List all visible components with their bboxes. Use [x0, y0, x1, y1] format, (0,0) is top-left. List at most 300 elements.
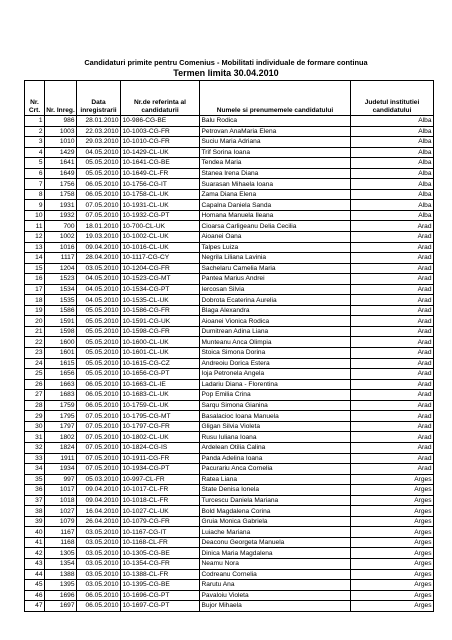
cell-nr-inreg: 1758: [45, 189, 77, 200]
cell-judet: Alba: [351, 158, 434, 169]
cell-nume: Rarutu Ana: [200, 580, 351, 591]
cell-nr-inreg: 1079: [45, 516, 77, 527]
table-row: [25, 179, 434, 190]
cell-data: 06.05.2010: [77, 590, 121, 601]
cell-nr-crt: 20: [25, 316, 45, 327]
cell-nr-inreg: 1002: [45, 232, 77, 243]
cell-data: 05.05.2010: [77, 337, 121, 348]
cell-referinta: 10-1615-CG-CZ: [121, 358, 200, 369]
cell-nume: Homana Manuela Ileana: [200, 210, 351, 221]
cell-nr-crt: 29: [25, 411, 45, 422]
table-row: [25, 253, 434, 264]
cell-judet: Arad: [351, 232, 434, 243]
cell-nr-inreg: 986: [45, 116, 77, 127]
cell-judet: Arad: [351, 326, 434, 337]
table-row: [25, 495, 434, 506]
table-row: [25, 506, 434, 517]
cell-referinta: 10-1795-CG-MT: [121, 411, 200, 422]
cell-referinta: 10-1027-CL-UK: [121, 506, 200, 517]
cell-judet: Arad: [351, 242, 434, 253]
cell-nr-inreg: 1697: [45, 601, 77, 612]
cell-data: 03.05.2010: [77, 569, 121, 580]
cell-nume: Pop Emilia Crina: [200, 390, 351, 401]
cell-nume: Rusu Iuliana Ioana: [200, 432, 351, 443]
cell-data: 04.05.2010: [77, 295, 121, 306]
cell-nume: Ioja Petronela Angela: [200, 369, 351, 380]
cell-referinta: 10-1204-CG-FR: [121, 263, 200, 274]
table-row: [25, 158, 434, 169]
table-row: [25, 442, 434, 453]
cell-nr-inreg: 1167: [45, 527, 77, 538]
cell-data: 05.05.2010: [77, 158, 121, 169]
cell-nr-crt: 42: [25, 548, 45, 559]
cell-judet: Alba: [351, 210, 434, 221]
cell-referinta: 10-1641-CG-BE: [121, 158, 200, 169]
table-row: [25, 274, 434, 285]
cell-nume: Bold Magdalena Corina: [200, 506, 351, 517]
cell-nr-inreg: 1586: [45, 305, 77, 316]
table-row: [25, 558, 434, 569]
cell-judet: Arad: [351, 411, 434, 422]
table-row: [25, 348, 434, 359]
cell-referinta: 10-1696-CG-PT: [121, 590, 200, 601]
cell-data: 07.05.2010: [77, 464, 121, 475]
cell-data: 05.05.2010: [77, 316, 121, 327]
cell-nume: Andreoiu Dorica Estera: [200, 358, 351, 369]
cell-nume: Turcescu Daniela Mariana: [200, 495, 351, 506]
cell-data: 06.05.2010: [77, 390, 121, 401]
cell-referinta: 10-1601-CL-UK: [121, 348, 200, 359]
cell-referinta: 10-1429-CL-UK: [121, 147, 200, 158]
cell-nr-crt: 34: [25, 464, 45, 475]
cell-nr-crt: 36: [25, 485, 45, 496]
cell-nr-crt: 12: [25, 232, 45, 243]
cell-referinta: 10-1932-CG-PT: [121, 210, 200, 221]
cell-nr-inreg: 1027: [45, 506, 77, 517]
cell-nr-crt: 5: [25, 158, 45, 169]
cell-judet: Arad: [351, 390, 434, 401]
cell-data: 16.04.2010: [77, 506, 121, 517]
cell-data: 05.05.2010: [77, 305, 121, 316]
cell-judet: Alba: [351, 116, 434, 127]
cell-referinta: 10-1523-CG-MT: [121, 274, 200, 285]
cell-judet: Arges: [351, 580, 434, 591]
cell-nume: Cioarsa Carligeanu Delia Cecilia: [200, 221, 351, 232]
cell-nr-crt: 39: [25, 516, 45, 527]
cell-judet: Arad: [351, 442, 434, 453]
cell-judet: Arges: [351, 485, 434, 496]
cell-nume: Blaga Alexandra: [200, 305, 351, 316]
table-row: [25, 147, 434, 158]
cell-referinta: 10-1797-CG-FR: [121, 421, 200, 432]
cell-nr-inreg: 1204: [45, 263, 77, 274]
cell-nr-crt: 28: [25, 400, 45, 411]
cell-nr-inreg: 1600: [45, 337, 77, 348]
cell-nr-inreg: 1017: [45, 485, 77, 496]
table-row: [25, 485, 434, 496]
cell-nr-crt: 40: [25, 527, 45, 538]
cell-data: 07.05.2010: [77, 432, 121, 443]
cell-nr-crt: 7: [25, 179, 45, 190]
cell-referinta: 10-1934-CG-PT: [121, 464, 200, 475]
cell-referinta: 10-1017-CL-FR: [121, 485, 200, 496]
cell-referinta: 10-1824-CG-IS: [121, 442, 200, 453]
cell-nr-inreg: 1388: [45, 569, 77, 580]
cell-nume: Trif Sorina Ioana: [200, 147, 351, 158]
col-header-nr-crt: Nr. Crt.: [25, 81, 45, 116]
cell-data: 18.01.2010: [77, 221, 121, 232]
cell-data: 07.05.2010: [77, 442, 121, 453]
cell-nr-crt: 15: [25, 263, 45, 274]
cell-nume: Suarasan Mihaela Ioana: [200, 179, 351, 190]
cell-judet: Arad: [351, 348, 434, 359]
cell-nume: Pacurariu Anca Cornelia: [200, 464, 351, 475]
cell-data: 03.05.2010: [77, 263, 121, 274]
cell-data: 07.05.2010: [77, 453, 121, 464]
cell-nr-inreg: 1598: [45, 326, 77, 337]
cell-referinta: 10-1756-CG-IT: [121, 179, 200, 190]
cell-nr-crt: 31: [25, 432, 45, 443]
cell-nr-inreg: 1018: [45, 495, 77, 506]
cell-referinta: 10-1759-CL-UK: [121, 400, 200, 411]
cell-data: 07.05.2010: [77, 210, 121, 221]
cell-data: 05.05.2010: [77, 168, 121, 179]
cell-data: 28.01.2010: [77, 116, 121, 127]
cell-nume: Zama Diana Elena: [200, 189, 351, 200]
cell-referinta: 10-1010-CG-FR: [121, 137, 200, 148]
table-row: [25, 527, 434, 538]
col-header-nr-referinta: Nr.de referinta al candidaturii: [121, 81, 200, 116]
cell-data: 04.05.2010: [77, 274, 121, 285]
cell-nume: Aioanei Vionica Rodica: [200, 316, 351, 327]
table-row: [25, 601, 434, 612]
cell-data: 05.05.2010: [77, 348, 121, 359]
table-row: [25, 464, 434, 475]
cell-data: 05.05.2010: [77, 358, 121, 369]
cell-nr-crt: 44: [25, 569, 45, 580]
cell-nr-inreg: 1824: [45, 442, 77, 453]
col-header-judet: Judetul institutiei candidatului: [351, 81, 434, 116]
cell-nume: Basalacioc Ioana Manuela: [200, 411, 351, 422]
cell-judet: Arges: [351, 506, 434, 517]
cell-data: 09.04.2010: [77, 495, 121, 506]
cell-referinta: 10-1534-CG-PT: [121, 284, 200, 295]
cell-judet: Alba: [351, 189, 434, 200]
cell-nume: State Denisa Ionela: [200, 485, 351, 496]
cell-nr-crt: 13: [25, 242, 45, 253]
cell-data: 05.05.2010: [77, 369, 121, 380]
cell-nr-inreg: 1615: [45, 358, 77, 369]
table-row: [25, 200, 434, 211]
cell-referinta: 10-1697-CG-PT: [121, 601, 200, 612]
cell-data: 03.05.2010: [77, 580, 121, 591]
cell-data: 07.05.2010: [77, 200, 121, 211]
cell-judet: Arad: [351, 453, 434, 464]
cell-judet: Arges: [351, 516, 434, 527]
cell-nume: Ladariu Diana - Florentina: [200, 379, 351, 390]
cell-nr-crt: 19: [25, 305, 45, 316]
cell-nr-inreg: 1168: [45, 537, 77, 548]
table-row: [25, 242, 434, 253]
cell-nume: Ratea Liana: [200, 474, 351, 485]
cell-nume: Capalna Daniela Sanda: [200, 200, 351, 211]
cell-nr-inreg: 1797: [45, 421, 77, 432]
cell-nr-crt: 14: [25, 253, 45, 264]
cell-nume: Balu Rodica: [200, 116, 351, 127]
cell-judet: Arad: [351, 464, 434, 475]
cell-nume: Panda Adelina Ioana: [200, 453, 351, 464]
cell-nume: Dumitrean Adina Liana: [200, 326, 351, 337]
cell-judet: Arad: [351, 295, 434, 306]
cell-judet: Arad: [351, 379, 434, 390]
cell-data: 09.04.2010: [77, 485, 121, 496]
cell-data: 03.05.2010: [77, 558, 121, 569]
cell-referinta: 10-1117-CG-CY: [121, 253, 200, 264]
cell-nr-crt: 16: [25, 274, 45, 285]
col-header-nume-candidat: Numele si prenumemele candidatului: [200, 81, 351, 116]
cell-data: 04.05.2010: [77, 284, 121, 295]
cell-nume: Suciu Maria Adriana: [200, 137, 351, 148]
cell-referinta: 10-1683-CL-UK: [121, 390, 200, 401]
cell-nr-inreg: 1759: [45, 400, 77, 411]
cell-nr-inreg: 1931: [45, 200, 77, 211]
cell-judet: Alba: [351, 200, 434, 211]
cell-referinta: 10-1395-CG-BE: [121, 580, 200, 591]
table-row: [25, 189, 434, 200]
cell-judet: Arad: [351, 337, 434, 348]
cell-data: 28.04.2010: [77, 253, 121, 264]
cell-judet: Arges: [351, 558, 434, 569]
cell-nume: Munteanu Anca Olimpia: [200, 337, 351, 348]
cell-nr-crt: 17: [25, 284, 45, 295]
cell-nr-crt: 9: [25, 200, 45, 211]
cell-nr-crt: 1: [25, 116, 45, 127]
cell-nume: Luiache Mariana: [200, 527, 351, 538]
cell-nr-crt: 23: [25, 348, 45, 359]
cell-nr-crt: 41: [25, 537, 45, 548]
cell-nume: Neamu Nora: [200, 558, 351, 569]
cell-judet: Alba: [351, 168, 434, 179]
cell-nr-inreg: 1683: [45, 390, 77, 401]
cell-data: 07.05.2010: [77, 421, 121, 432]
cell-nume: Ardelean Otilia Calina: [200, 442, 351, 453]
cell-nr-inreg: 1934: [45, 464, 77, 475]
cell-judet: Arges: [351, 537, 434, 548]
table-row: [25, 116, 434, 127]
cell-nume: Negrila Liliana Lavinia: [200, 253, 351, 264]
cell-nume: Bujor Mihaela: [200, 601, 351, 612]
cell-nume: Gruia Monica Gabriela: [200, 516, 351, 527]
cell-referinta: 10-1354-CG-FR: [121, 558, 200, 569]
cell-nr-inreg: 1911: [45, 453, 77, 464]
cell-judet: Arad: [351, 305, 434, 316]
cell-nr-inreg: 1016: [45, 242, 77, 253]
cell-judet: Alba: [351, 179, 434, 190]
cell-data: 05.05.2010: [77, 326, 121, 337]
cell-nr-crt: 18: [25, 295, 45, 306]
cell-nr-inreg: 1534: [45, 284, 77, 295]
document-title: Candidaturi primite pentru Comenius - Mobilitati individuale de formare continua: [84, 58, 368, 67]
cell-data: 29.03.2010: [77, 137, 121, 148]
cell-nume: Tendea Maria: [200, 158, 351, 169]
table-row: [25, 168, 434, 179]
cell-nr-inreg: 1663: [45, 379, 77, 390]
cell-nr-inreg: 1932: [45, 210, 77, 221]
cell-data: 07.05.2010: [77, 411, 121, 422]
table-row: [25, 316, 434, 327]
cell-data: 06.05.2010: [77, 379, 121, 390]
cell-nr-inreg: 700: [45, 221, 77, 232]
cell-judet: Arad: [351, 432, 434, 443]
cell-referinta: 10-1305-CG-BE: [121, 548, 200, 559]
cell-judet: Alba: [351, 137, 434, 148]
cell-data: 22.03.2010: [77, 126, 121, 137]
cell-nr-crt: 3: [25, 137, 45, 148]
cell-nr-crt: 32: [25, 442, 45, 453]
cell-nr-inreg: 1523: [45, 274, 77, 285]
cell-nr-inreg: 1305: [45, 548, 77, 559]
cell-nr-inreg: 1696: [45, 590, 77, 601]
table-row: [25, 411, 434, 422]
table-row: [25, 326, 434, 337]
cell-nr-inreg: 1429: [45, 147, 77, 158]
table-row: [25, 400, 434, 411]
table-row: [25, 221, 434, 232]
cell-nr-inreg: 1591: [45, 316, 77, 327]
table-row: [25, 548, 434, 559]
candidates-table: [24, 80, 434, 612]
cell-nume: Stoica Simona Dorina: [200, 348, 351, 359]
cell-nr-inreg: 1003: [45, 126, 77, 137]
table-row: [25, 390, 434, 401]
cell-nr-crt: 11: [25, 221, 45, 232]
cell-referinta: 10-1018-CL-FR: [121, 495, 200, 506]
cell-nr-crt: 24: [25, 358, 45, 369]
cell-referinta: 10-1586-CG-FR: [121, 305, 200, 316]
cell-referinta: 10-1079-CG-FR: [121, 516, 200, 527]
cell-data: 05.03.2010: [77, 474, 121, 485]
cell-nr-crt: 8: [25, 189, 45, 200]
cell-judet: Arges: [351, 527, 434, 538]
cell-data: 09.04.2010: [77, 242, 121, 253]
cell-data: 06.05.2010: [77, 400, 121, 411]
table-header-row: [25, 81, 434, 116]
cell-referinta: 10-1656-CG-PT: [121, 369, 200, 380]
cell-nr-crt: 2: [25, 126, 45, 137]
cell-nume: Pantea Marius Andrei: [200, 274, 351, 285]
table-row: [25, 337, 434, 348]
cell-nr-crt: 30: [25, 421, 45, 432]
cell-judet: Arad: [351, 369, 434, 380]
table-row: [25, 432, 434, 443]
cell-nume: Talpes Luiza: [200, 242, 351, 253]
cell-data: 04.05.2010: [77, 147, 121, 158]
cell-referinta: 10-1591-CG-UK: [121, 316, 200, 327]
cell-referinta: 10-1598-CG-FR: [121, 326, 200, 337]
cell-referinta: 10-1167-CG-IT: [121, 527, 200, 538]
cell-nr-inreg: 1010: [45, 137, 77, 148]
cell-referinta: 10-1388-CL-FR: [121, 569, 200, 580]
cell-nr-crt: 35: [25, 474, 45, 485]
cell-judet: Arges: [351, 590, 434, 601]
cell-judet: Arad: [351, 316, 434, 327]
cell-referinta: 10-1002-CL-UK: [121, 232, 200, 243]
table-row: [25, 369, 434, 380]
cell-nr-crt: 45: [25, 580, 45, 591]
cell-data: 06.05.2010: [77, 601, 121, 612]
cell-referinta: 10-1168-CL-FR: [121, 537, 200, 548]
cell-nr-inreg: 1656: [45, 369, 77, 380]
table-row: [25, 474, 434, 485]
cell-data: 03.05.2010: [77, 537, 121, 548]
cell-nr-inreg: 1795: [45, 411, 77, 422]
col-header-data-inregistrarii: Data inregistrarii: [77, 81, 121, 116]
cell-referinta: 10-1535-CL-UK: [121, 295, 200, 306]
cell-nume: Aioanei Oana: [200, 232, 351, 243]
cell-data: 19.03.2010: [77, 232, 121, 243]
cell-nr-inreg: 997: [45, 474, 77, 485]
table-row: [25, 210, 434, 221]
cell-referinta: 10-1663-CL-IE: [121, 379, 200, 390]
cell-judet: Arad: [351, 358, 434, 369]
table-row: [25, 453, 434, 464]
table-row: [25, 263, 434, 274]
table-row: [25, 421, 434, 432]
cell-nume: Gligan Silvia Violeta: [200, 421, 351, 432]
cell-data: 06.05.2010: [77, 179, 121, 190]
table-row: [25, 358, 434, 369]
cell-nr-crt: 22: [25, 337, 45, 348]
cell-judet: Arad: [351, 263, 434, 274]
cell-referinta: 10-1600-CL-UK: [121, 337, 200, 348]
cell-nr-crt: 10: [25, 210, 45, 221]
cell-referinta: 10-997-CL-FR: [121, 474, 200, 485]
cell-judet: Arad: [351, 400, 434, 411]
cell-judet: Arad: [351, 284, 434, 295]
cell-nr-inreg: 1601: [45, 348, 77, 359]
cell-nr-crt: 6: [25, 168, 45, 179]
cell-data: 26.04.2010: [77, 516, 121, 527]
cell-data: 03.05.2010: [77, 527, 121, 538]
cell-nr-inreg: 1354: [45, 558, 77, 569]
cell-nume: Petrovan AnaMaria Elena: [200, 126, 351, 137]
table-row: [25, 569, 434, 580]
cell-nr-crt: 21: [25, 326, 45, 337]
cell-judet: Alba: [351, 126, 434, 137]
table-row: [25, 126, 434, 137]
cell-nr-inreg: 1117: [45, 253, 77, 264]
cell-nr-inreg: 1756: [45, 179, 77, 190]
cell-judet: Alba: [351, 147, 434, 158]
table-row: [25, 590, 434, 601]
cell-nr-crt: 37: [25, 495, 45, 506]
cell-judet: Arad: [351, 253, 434, 264]
cell-judet: Arges: [351, 474, 434, 485]
cell-data: 06.05.2010: [77, 189, 121, 200]
cell-nr-inreg: 1802: [45, 432, 77, 443]
cell-referinta: 10-1758-CL-UK: [121, 189, 200, 200]
cell-nr-crt: 26: [25, 379, 45, 390]
cell-nr-crt: 46: [25, 590, 45, 601]
cell-nume: Sachelaru Camelia Maria: [200, 263, 351, 274]
table-row: [25, 284, 434, 295]
cell-referinta: 10-1931-CL-UK: [121, 200, 200, 211]
cell-nr-inreg: 1395: [45, 580, 77, 591]
cell-judet: Arges: [351, 569, 434, 580]
cell-nr-inreg: 1649: [45, 168, 77, 179]
cell-nr-crt: 33: [25, 453, 45, 464]
table-row: [25, 232, 434, 243]
